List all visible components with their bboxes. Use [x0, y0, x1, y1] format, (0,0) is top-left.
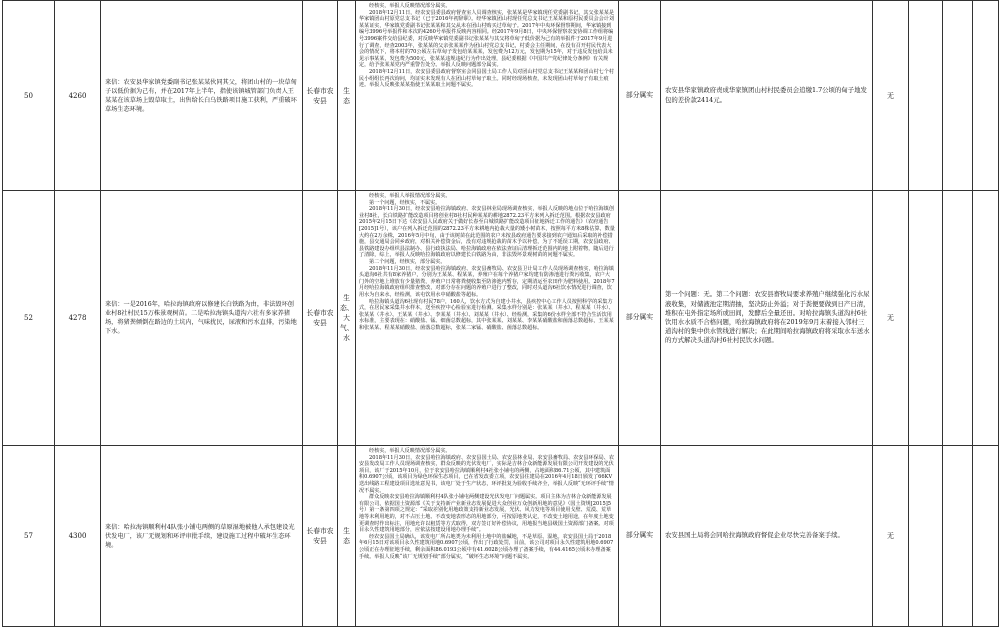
investigation-detail-cell [356, 446, 619, 627]
table-row [3, 191, 999, 446]
region-cell: 长春市农安县 [303, 1, 338, 191]
detail-paragraph: 第一个问题，经核实，不属实。 [369, 199, 441, 206]
empty-cell [909, 446, 943, 627]
result-cell: 部分属实 [619, 191, 661, 446]
detail-paragraph: 群众反映农安县哈拉海镇顺利村4队张小铺屯两侧建设光伏发电厂问题属实。项目主体为吉林合众新能源发展有限公司，依据国土资源部《关于支持新产业新业态发展促进大众创业万众创新用地的意见》（国土资规[2015]5号）第一条第四项之规定：“采取差别化用地政策支持新业态发展，光伏、风力发电等项目使用戈壁、荒漠、荒草地等未利用地的，对不占压土地、不改变地表形态的用地部分，可按原地类认定，不改变土地用途，在年度土地变更调查时作出标注，用地允许以租赁等方式取得，双方签订好补偿协议，用地报当地县级国土资源部门备案。对项目永久性建筑用地部分，应依法按建设用地办理手续”。 [359, 494, 614, 534]
measure-cell: 农安县华家镇政府责成华家镇团山村村民委员会追缴1.7公顷的甸子地发包的差价款2414元。 [661, 1, 873, 191]
result-cell: 部分属实 [619, 446, 661, 627]
empty-cell [943, 1, 973, 191]
type-cell: 生态 [338, 1, 356, 191]
detail-paragraph: 经核实，举报人反映情况部分属实。 [369, 448, 451, 454]
detail-paragraph: 第二个问题，经核实，部分属实。 [369, 258, 446, 265]
detail-paragraph: 经核实，举报人举报情况部分属实。 [369, 193, 451, 199]
investigation-detail-cell [356, 191, 619, 446]
detail-paragraph: 2018年12月11日，农安县委县政府督察室会同县国土局工作人员对团山村党总支书记王某某和团山村七个村民小组组长再次询问，均证实未发现有人在团山村草甸子取土。同时经现场核查，未发现团山村草甸子有取土痕迹。举报人反映张某某指使王某某取土问题不属实。 [359, 68, 614, 89]
detail-paragraph: 2018年11月30日，经农安县哈拉海镇政府、农安县畜牧局、农安县卫计局工作人员现场调查核实，哈拉海镇头道沟6社共有8家养猪户，分别为王某某、程某某，养殖户在每个养猪户家均建有防渗池进行粪污收集，农户大门外的空地上堆放有少量猪粪，养殖户日常将粪便收集至防渗池内暂存，定期清运至农田作为肥料使用。2018年7月经哈拉海镇政府组织排查整改，对部分存在问题的养殖户进行了整改，同时对头道沟6社饮水情况进行调查，饮用水为自来水，经检测，该屯饮用水中硝酸盐等超标。 [359, 265, 615, 298]
region-cell: 长春市农安县 [303, 446, 338, 627]
detail-paragraph: 经农安县国土局确认，该发电厂所占地类为未利用土地中的盐碱地，不是草原、湿地。农安县国土局于2018年6月15日对该项目永久性建筑用地0.6907公顷，作出了行政处罚，目前，该公司对项目永久性建筑用地0.6907公顷正在办理征地手续，剩余面积86.0193公顷中有41.6028公顷办理了备案手续，有44.4165公顷未办理备案手续。举报人反映“该厂无规划手续”部分属实，“破坏生态环境”问题不属实。 [359, 533, 614, 560]
measure-cell: 农安县国土局将会同哈拉海镇政府督促企业尽快完善备案手续。 [661, 446, 873, 627]
complaint-table [2, 0, 999, 627]
table-row [3, 1, 999, 191]
detail-paragraph: 2018年11月30日，农安县哈拉海镇政府、农安县国土局、农安县林业局、农安县畜牧局、农安县环保局、农安县发改局工作人员现场调查核实，群众反映的光伏发电厂，实际是吉林合众新能源发展有限公司开发建设的光伏项目，该厂于2015年10月，位于农安县哈拉海镇顺利村4社张小铺屯的两侧，占地面积86.71公顷，其中建筑面积0.6907公顷，该项目为绿色环保生态项目，已在省发改委立项，农安县住建局在2016年4月18日颁发了66KV送出线路工程建设项目选址意见书，该电厂处于生产状态，环评批复为验收手续齐全，举报人反映“无环评手续”情况不属实。 [359, 454, 614, 494]
empty-cell [943, 446, 973, 627]
appeal-cell: 来信：一是2016年，哈拉海镇政府以修建长白铁路为由，非法毁坏创业村8社村民15万株景观树苗。二是哈拉海镇头道沟六社有多家养猪场，将猪粪倾倒在路边的土坑内，气味扰民，尿液和污水直排，污染地下水。 [101, 191, 303, 446]
investigation-detail-cell [356, 1, 619, 191]
type-cell: 生态 [338, 446, 356, 627]
appeal-cell: 来信：哈拉海镇顺利村4队张小铺屯两侧的草原湿地被他人承包建设光伏发电厂，该厂无规划和环评审批手续，建设施工过程中破坏生态环境。 [101, 446, 303, 627]
detail-paragraph: 经核实，举报人反映情况部分属实。 [369, 3, 451, 9]
accountability-cell: 无 [873, 191, 909, 446]
empty-cell [943, 191, 973, 446]
empty-cell [973, 191, 999, 446]
measure-cell: 第一个问题：无。第二个问题：农安县畜牧局要求养殖户继续强化污水尿液收集，对储液池定期清抽，坚决防止外溢；对于粪便要做到日产日清，堆积在屯外指定场所或田间，发酵后全量还田。对哈拉海镇头道沟村6社饮用水水质不合格问题，哈拉海镇政府将在2019年9月末着接入邻村三道沟村的集中供水管线进行解决；在此期间哈拉海镇政府将采取水车送水的方式解决头道沟村6社村民饮水问题。 [661, 191, 873, 446]
detail-paragraph: 2018年11月30日，经农安县哈拉海镇政府、农安县林业局现场调查核实，举报人反映的地点位于哈拉海镇创业村8社，长白铁路扩能改造项目将创业村8社村民种某某的耕地2872.23平方米列入拆迁范围。根据农安县政府2015年2月15日下达《农安县人民政府关于做好长春至白城铁路扩能改造项目征地拆迁工作的通告》（农府通告[2015]1号），该户在列入拆迁范围的2872.23平方米耕地内抢栽大量的矮小树苗木，按照每平方米8株估算，数量大约在2万余株，2016年5月中旬，由于该树苗在此范围的农户未按县政府通告要求接到农户通知后采取的补偿措施，县交通局会同乡政府，对相关补偿资金后，没有对违规抢栽的苗木予以补偿，为了不延误工期，农安县政府、县铁路建设办组织县法制办、县行政执法局、哈拉海镇政府在依法查证后清理拆迁范围内的地上附着物，随后进行了清除，综上，举报人反映哈拉海镇政府以修建长白铁路为由，非法毁坏景观树苗的问题不属实。 [359, 206, 615, 259]
case-id-cell: 4300 [55, 446, 101, 627]
empty-cell [973, 446, 999, 627]
appeal-cell: 来信：农安县华家镇党委副书记张某某伙同其父，将团山村的一块草甸子以低价据为己有，并在2017年上半年，指使该镇城管部门负责人王某某在该草场上毁草取土，出售给长白乌铁路项目施工获利，严重破坏草场生态环境。 [101, 1, 303, 191]
empty-cell [973, 1, 999, 191]
accountability-cell: 无 [873, 446, 909, 627]
region-cell: 长春市农安县 [303, 191, 338, 446]
type-cell: 生态、大气、水 [338, 191, 356, 446]
case-id-cell: 4260 [55, 1, 101, 191]
result-cell: 部分属实 [619, 1, 661, 191]
empty-cell [909, 191, 943, 446]
case-id-cell: 4278 [55, 191, 101, 446]
seq-cell: 52 [3, 191, 55, 446]
seq-cell: 50 [3, 1, 55, 191]
detail-paragraph: 哈拉海镇头道沟6社现有村民78户，160人，饮水方式为自建小井水，县疾控中心工作人员按照科学的采集方式，在居民家采集井水样本，送至疾控中心检验室进行检测。采集水样分别是：张某某（井水）、程某某（井水）、张某某（井水）、王某某（井水）、李某某（井水）、刘某某（井水）、经检测，采集的6份水样全部不符合生活饮用水标准，主要表现在：硝酸盐、锰、细菌总数超标，其中张某某、刘某某、李某某硝酸盐和菌落总数超标，王某某和张某某、程某某硝酸盐、菌落总数超标，张某二家锰、硝酸盐、菌落总数超标。 [359, 298, 614, 331]
accountability-cell: 无 [873, 1, 909, 191]
table-row [3, 446, 999, 627]
seq-cell: 57 [3, 446, 55, 627]
empty-cell [909, 1, 943, 191]
detail-paragraph: 2018年12月11日，经农安县委县政府督查室人员调查核实，张某某是华家镇现任党委副书记，其父张某某是华家镇团山村原党总支书记（已于2016年初辞职）。经华家镇团山村现任党总支书记王某某和原村民委员会会计刘某某证实，华家镇党委副书记张某某和其父从未在团山村购买过草甸子。2017年中央环保督察期间，华家镇接到编号3996号举报件和本次的4260号举报件反映内容相同。经2017年9月8日，中央环保督察农安协调工作组将编号3996案件交给县纪委，对反映华家镇党委副书记张某某与其父将草甸子低价据为己有的举报件于2017年9月进行了调查，经查2003年，张某某的父亲张某某作为团山村党总支书记，村委会主任期间，在没有召开村民代表大会的情况下，将本村的70公顷左右草甸子发包给某某某，发包费为12万元，发包期为15年，对于违反发包给具未见示事某某，发包费为500元，张某某违规违纪行为作出处理，县纪委根据《中国共产党纪律处分条例》有关规定，给予张某某党内严重警告处分。举报人反映问题部分属实。 [359, 9, 614, 69]
